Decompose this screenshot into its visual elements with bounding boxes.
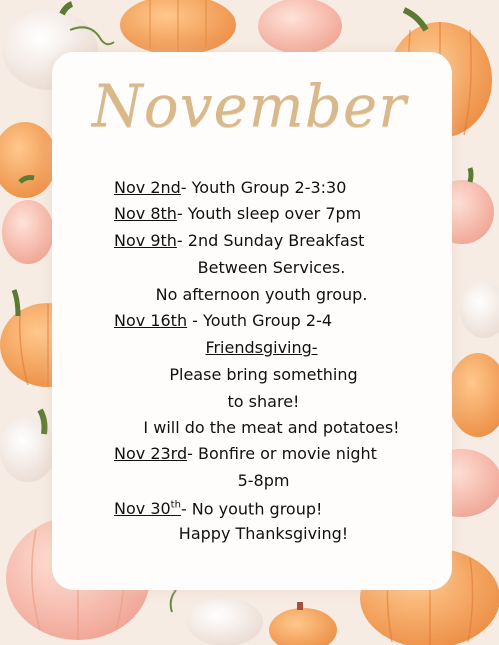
pumpkin-icon <box>269 602 337 645</box>
pumpkin-icon <box>120 0 236 55</box>
event-detail: No afternoon youth group. <box>155 285 368 304</box>
event-detail: Between Services. <box>197 258 346 277</box>
event-detail: I will do the meat and potatoes! <box>143 418 400 437</box>
event-detail: to share! <box>227 392 300 411</box>
event-line: Nov 9th- 2nd Sunday Breakfast <box>114 231 365 250</box>
event-line: Nov 23rd- Bonfire or movie night <box>114 444 377 463</box>
event-line: Nov 2nd- Youth Group 2-3:30 <box>114 178 347 197</box>
closing-message: Happy Thanksgiving! <box>178 524 349 543</box>
event-detail: 5-8pm <box>237 471 290 490</box>
event-line: Nov 16th - Youth Group 2-4 <box>114 311 333 330</box>
event-line: Nov 8th- Youth sleep over 7pm <box>114 204 362 223</box>
friendsgiving-heading: Friendsgiving- <box>205 338 318 357</box>
pumpkin-icon <box>171 590 263 645</box>
event-detail: Please bring something <box>169 365 358 384</box>
event-line: Nov 30th- No youth group! <box>114 499 323 519</box>
month-title: November <box>92 72 407 140</box>
pumpkin-icon <box>258 0 342 54</box>
